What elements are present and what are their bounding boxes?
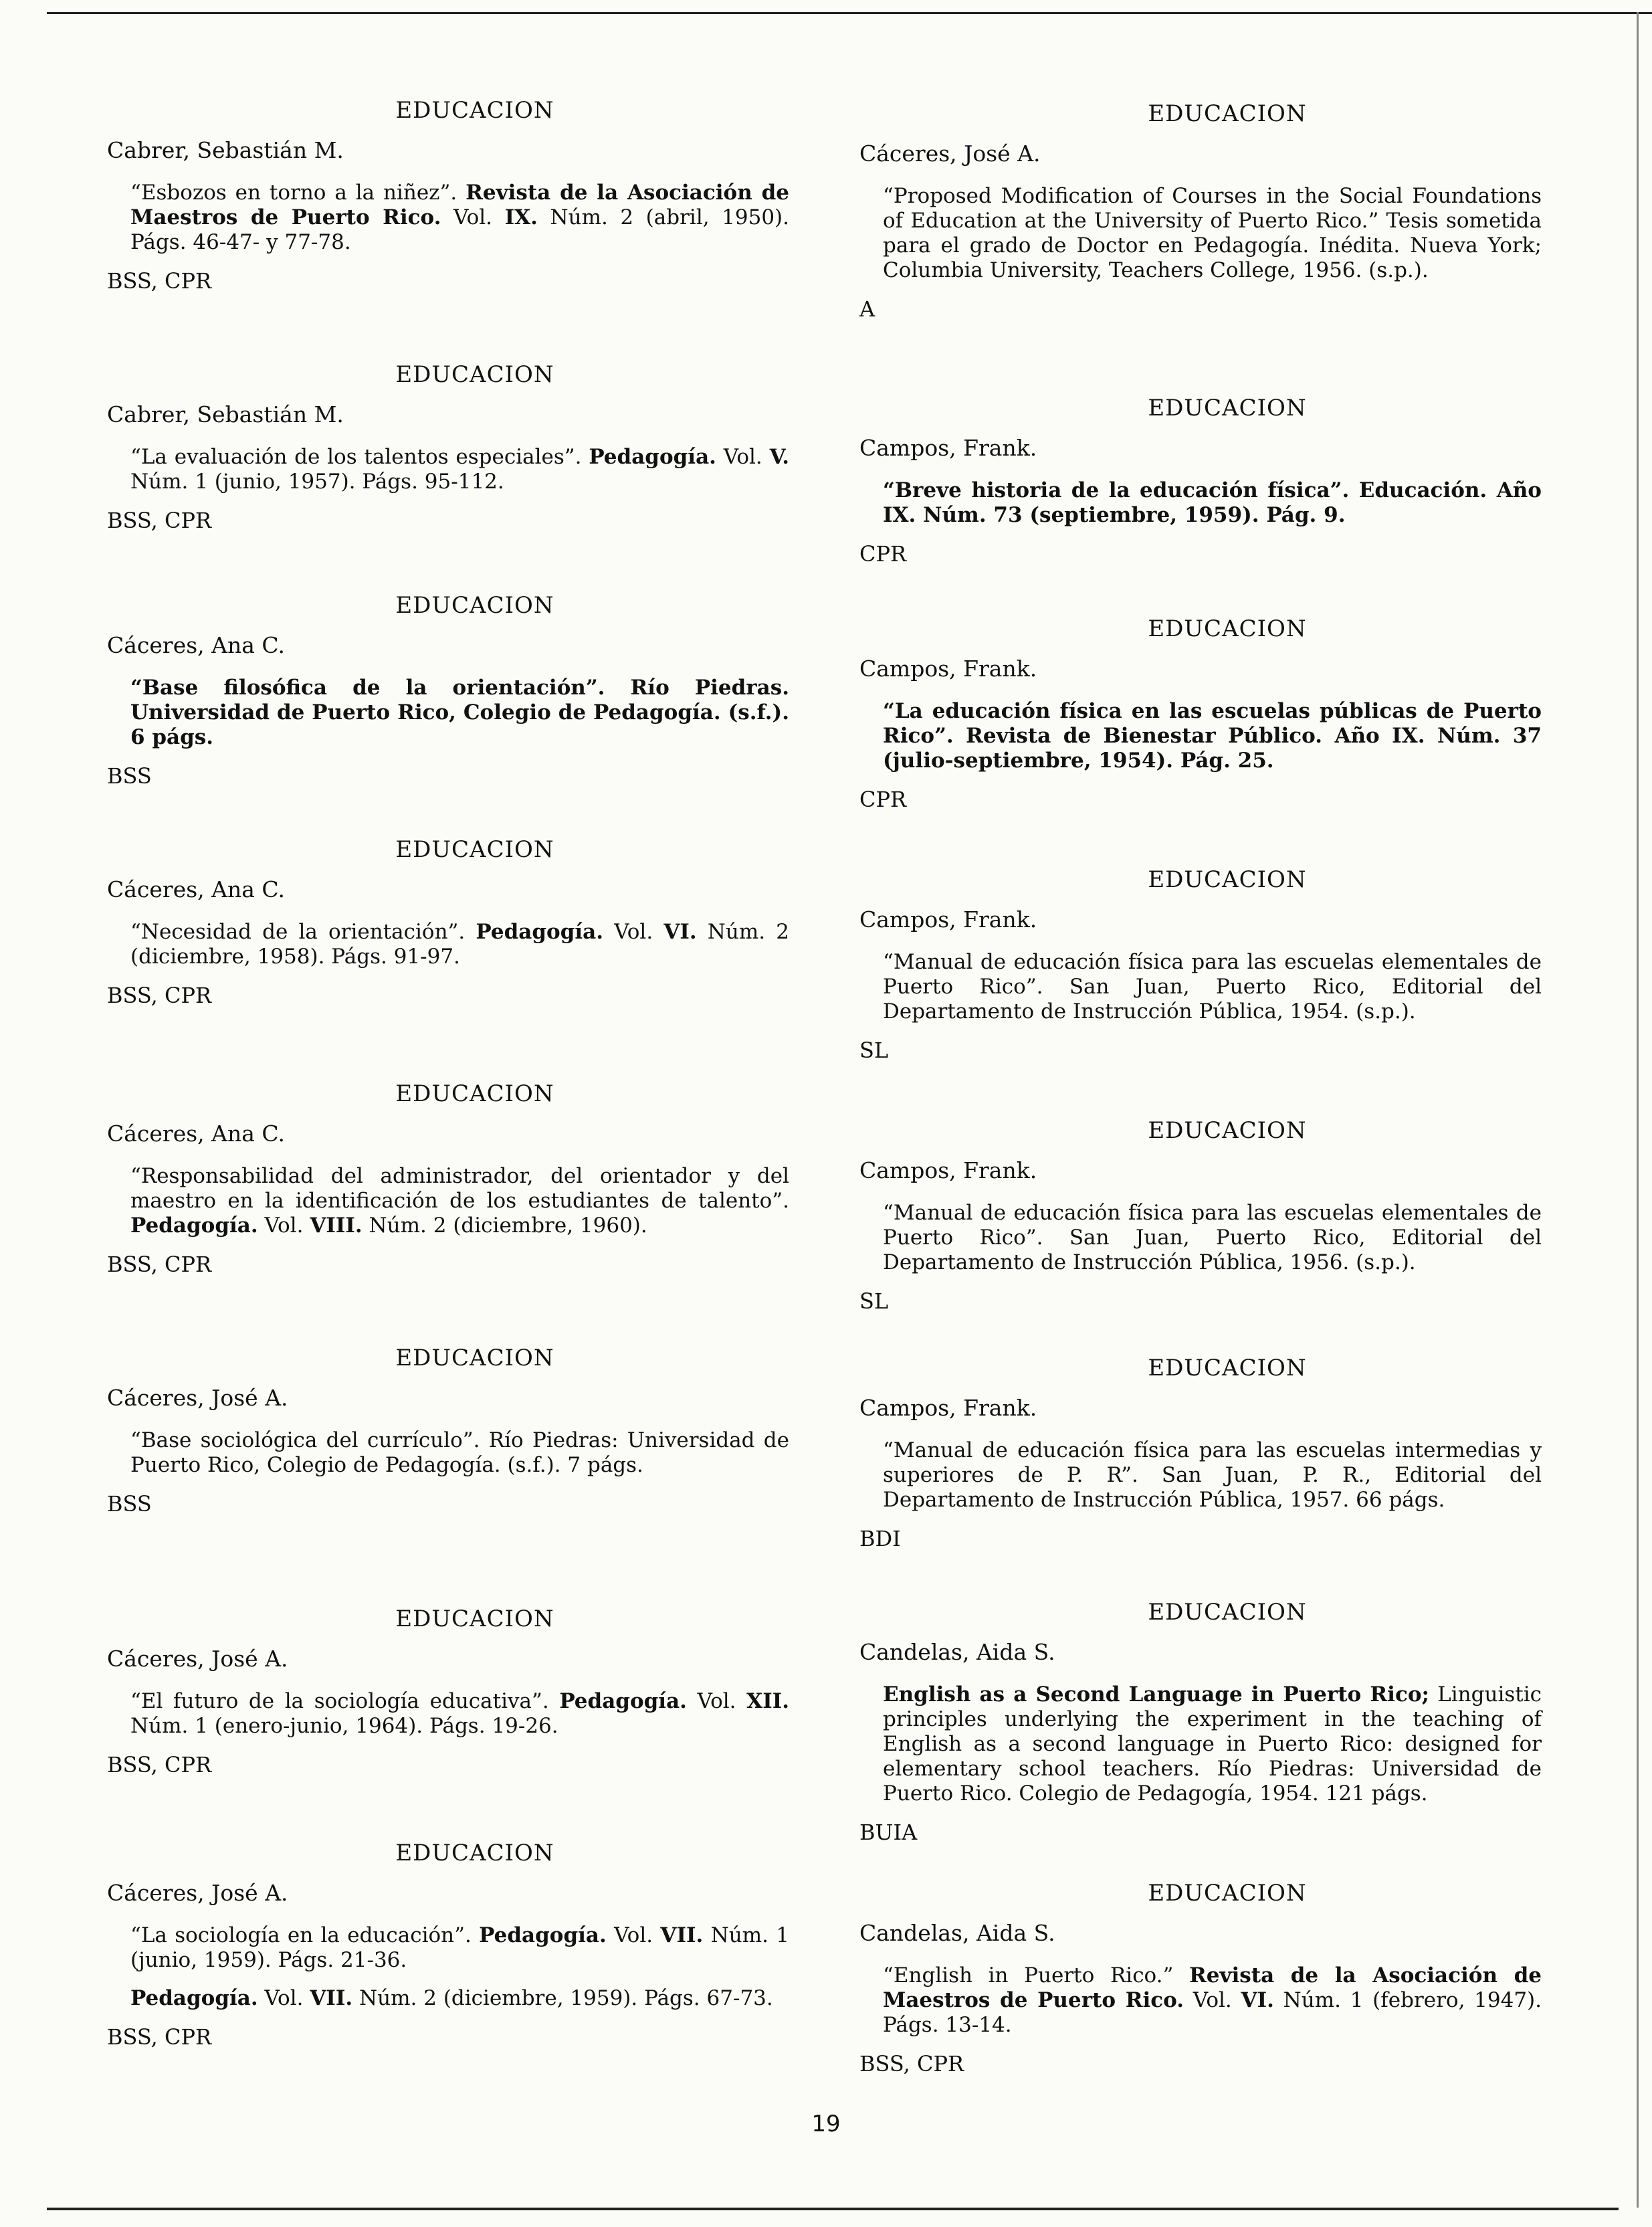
citation-segment: Vol. (441, 205, 505, 229)
author-name: Cabrer, Sebastián M. (107, 137, 344, 163)
library-location-code: BSS, CPR (107, 2024, 212, 2050)
author-name: Cáceres, José A. (107, 1646, 288, 1672)
subject-heading: EDUCACION (395, 97, 554, 124)
citation-segment: “Necesidad de la orientación”. (130, 920, 476, 944)
library-location-code: BSS (107, 763, 152, 789)
subject-heading: EDUCACION (1148, 100, 1307, 127)
citation-text (107, 1923, 789, 1973)
citation-bold-segment: “La educación física en las escuelas públicas de Puerto Rico”. Revista de Bienestar Público. Año IX. Núm. 37 (julio-septiembre, 1954). Pág. 25. (883, 699, 1542, 773)
author-name: Campos, Frank. (859, 906, 1037, 933)
author-name: Campos, Frank. (859, 1157, 1037, 1183)
citation-segment: Vol. (606, 1923, 661, 1947)
citation-bold-segment: VI. (663, 920, 697, 944)
citation-segment: Núm. 1 (febrero, 1947). Págs. 13-14. (883, 1988, 1542, 2037)
library-location-code: BSS, CPR (107, 268, 212, 294)
page-number: 19 (811, 2111, 841, 2137)
citation-segment: Núm. 2 (diciembre, 1958). Págs. 91-97. (130, 920, 790, 969)
subject-heading: EDUCACION (395, 592, 554, 619)
citation-bold-segment: XII. (746, 1689, 789, 1713)
citation-segment: Núm. 1 (enero-junio, 1964). Págs. 19-26. (130, 1714, 558, 1738)
citation-bold-segment: Pedagogía. (130, 1986, 258, 2010)
subject-heading: EDUCACION (395, 361, 554, 388)
citation-segment: “Responsabilidad del administrador, del orientador y del maestro en la identificación de los estudiantes de talento”. (130, 1164, 789, 1213)
citation-segment: “La sociología en la educación”. (130, 1923, 480, 1947)
author-name: Cáceres, Ana C. (107, 632, 285, 658)
citation-bold-segment: “Breve historia de la educación física”. Educación. Año IX. Núm. 73 (septiembre, 1959). Pág. 9. (883, 478, 1542, 527)
citation-text (107, 181, 789, 255)
citation-segment: “El futuro de la sociología educativa”. (130, 1689, 560, 1713)
citation-segment: “Manual de educación física para las escuelas elementales de Puerto Rico”. San Juan, Puerto Rico, Editorial del Departamento de Instrucción Pública, 1954. (s.p.). (883, 950, 1542, 1024)
subject-heading: EDUCACION (395, 1080, 554, 1107)
citation-segment: Núm. 1 (junio, 1957). Págs. 95-112. (130, 470, 504, 494)
subject-heading: EDUCACION (1148, 1880, 1307, 1907)
citation-segment: Vol. (686, 1689, 747, 1713)
citation-bold-segment: Pedagogía. (476, 920, 604, 944)
citation-segment: Núm. 2 (abril, 1950). Págs. 46-47- y 77-78. (130, 205, 789, 254)
citation-text (107, 1164, 789, 1238)
bibliography-entry (859, 1880, 1542, 2076)
citation-text (107, 445, 789, 494)
bibliography-entry (107, 97, 789, 294)
citation-text (859, 699, 1542, 773)
library-location-code: BSS, CPR (107, 1752, 212, 1777)
citation-segment: “La evaluación de los talentos especiales”. (130, 445, 589, 469)
author-name: Cabrer, Sebastián M. (107, 401, 344, 427)
library-location-code: BDI (859, 1526, 901, 1551)
author-name: Cáceres, José A. (107, 1385, 288, 1411)
citation-bold-segment: VII. (310, 1986, 353, 2010)
author-name: Cáceres, José A. (107, 1880, 288, 1906)
subject-heading: EDUCACION (1148, 866, 1307, 893)
library-location-code: BSS, CPR (107, 983, 212, 1008)
library-location-code: SL (859, 1288, 889, 1314)
citation-bold-segment: VII. (660, 1923, 704, 1947)
citation-segment: Vol. (257, 1214, 310, 1238)
bibliography-entry (859, 100, 1542, 322)
citation-segment: “Proposed Modification of Courses in the Social Foundations of Education at the University of Puerto Rico.” Tesis sometida para el grado de Doctor en Pedagogía. Inédita. Nueva York; Columbia University, Teachers College, 1956. (s.p.). (883, 184, 1542, 282)
citation-segment: Vol. (603, 920, 664, 944)
bibliography-entry (107, 1345, 789, 1517)
bibliography-entry (859, 1599, 1542, 1845)
top-rule (47, 12, 1652, 14)
citation-text (107, 1689, 789, 1739)
author-name: Cáceres, José A. (859, 140, 1041, 167)
citation-bold-segment: VIII. (310, 1214, 363, 1238)
citation-segment: Núm. 1 (junio, 1959). Págs. 21-36. (130, 1923, 789, 1972)
bibliography-entry (107, 1080, 789, 1277)
library-location-code: BSS, CPR (107, 1252, 212, 1277)
citation-text (107, 1428, 789, 1478)
citation-bold-segment: V. (769, 445, 789, 469)
author-name: Campos, Frank. (859, 656, 1037, 682)
citation-text (859, 478, 1542, 528)
subject-heading: EDUCACION (395, 1345, 554, 1371)
citation-segment: “Base sociológica del currículo”. Río Piedras: Universidad de Puerto Rico, Colegio de Pedagogía. (s.f.). 7 págs. (130, 1428, 789, 1477)
citation-segment: Vol. (1184, 1988, 1241, 2012)
citation-text (859, 184, 1542, 283)
author-name: Cáceres, Ana C. (107, 876, 285, 902)
citation-bold-segment: IX. (504, 205, 538, 229)
author-name: Candelas, Aida S. (859, 1639, 1055, 1665)
citation-text (107, 920, 789, 969)
bibliography-entry (859, 395, 1542, 567)
citation-text (107, 1986, 789, 2011)
subject-heading: EDUCACION (395, 1606, 554, 1632)
citation-bold-segment: Pedagogía. (559, 1689, 687, 1713)
author-name: Cáceres, Ana C. (107, 1121, 285, 1147)
library-location-code: SL (859, 1038, 889, 1063)
bibliography-entry (107, 1840, 789, 2050)
subject-heading: EDUCACION (395, 836, 554, 863)
bibliography-entry (107, 1606, 789, 1777)
citation-segment: “Manual de educación física para las escuelas intermedias y superiores de P. R”. San Juan, P. R., Editorial del Departamento de Instrucción Pública, 1957. 66 págs. (883, 1438, 1542, 1512)
author-name: Candelas, Aida S. (859, 1920, 1055, 1946)
citation-segment: Núm. 2 (diciembre, 1959). Págs. 67-73. (352, 1986, 773, 2010)
citation-segment: “English in Puerto Rico.” (883, 1963, 1190, 1988)
citation-text (107, 676, 789, 750)
citation-segment: Vol. (257, 1986, 310, 2010)
citation-bold-segment: Revista de la Asociación de Maestros de Puerto Rico. (883, 1963, 1542, 2012)
subject-heading: EDUCACION (1148, 615, 1307, 642)
citation-text (859, 1201, 1542, 1275)
citation-bold-segment: Pedagogía. (130, 1214, 258, 1238)
subject-heading: EDUCACION (395, 1840, 554, 1866)
library-location-code: CPR (859, 541, 907, 567)
author-name: Campos, Frank. (859, 435, 1037, 461)
citation-segment: Linguistic principles underlying the experiment in the teaching of English as a second language in Puerto Rico: designed for elementary school teachers. Río Piedras: Universidad de Puerto Rico. Colegio de Pedagogía, 1954. 121 págs. (883, 1682, 1542, 1806)
citation-text (859, 1963, 1542, 2038)
bibliography-entry (859, 866, 1542, 1063)
subject-heading: EDUCACION (1148, 1355, 1307, 1381)
library-location-code: CPR (859, 787, 907, 812)
bibliography-entry (107, 836, 789, 1008)
citation-bold-segment: Revista de la Asociación de Maestros de Puerto Rico. (130, 181, 789, 229)
subject-heading: EDUCACION (1148, 1599, 1307, 1626)
bottom-rule (47, 2208, 1619, 2210)
right-edge-rule (1637, 12, 1639, 2208)
bibliography-entry (859, 615, 1542, 812)
bibliography-entry (107, 592, 789, 789)
citation-segment: “Esbozos en torno a la niñez”. (130, 181, 466, 205)
citation-text (859, 950, 1542, 1024)
citation-text (859, 1682, 1542, 1806)
bibliography-entry (859, 1355, 1542, 1551)
library-location-code: BSS (107, 1491, 152, 1517)
citation-segment: Vol. (716, 445, 770, 469)
citation-bold-segment: “Base filosófica de la orientación”. Río Piedras. Universidad de Puerto Rico, Colegio de Pedagogía. (s.f.). 6 págs. (130, 676, 789, 749)
citation-segment: Núm. 2 (diciembre, 1960). (362, 1214, 647, 1238)
citation-text (859, 1438, 1542, 1513)
author-name: Campos, Frank. (859, 1395, 1037, 1421)
citation-bold-segment: English as a Second Language in Puerto Rico; (883, 1682, 1429, 1707)
library-location-code: BSS, CPR (859, 2051, 964, 2076)
subject-heading: EDUCACION (1148, 1117, 1307, 1144)
bibliography-entry (859, 1117, 1542, 1314)
bibliography-entry (107, 361, 789, 533)
library-location-code: BSS, CPR (107, 508, 212, 533)
library-location-code: BUIA (859, 1820, 918, 1845)
citation-bold-segment: Pedagogía. (589, 445, 716, 469)
citation-segment: “Manual de educación física para las escuelas elementales de Puerto Rico”. San Juan, Puerto Rico, Editorial del Departamento de Instrucción Pública, 1956. (s.p.). (883, 1201, 1542, 1274)
citation-bold-segment: VI. (1241, 1988, 1274, 2012)
library-location-code: A (859, 296, 875, 322)
subject-heading: EDUCACION (1148, 395, 1307, 421)
citation-bold-segment: Pedagogía. (479, 1923, 607, 1947)
